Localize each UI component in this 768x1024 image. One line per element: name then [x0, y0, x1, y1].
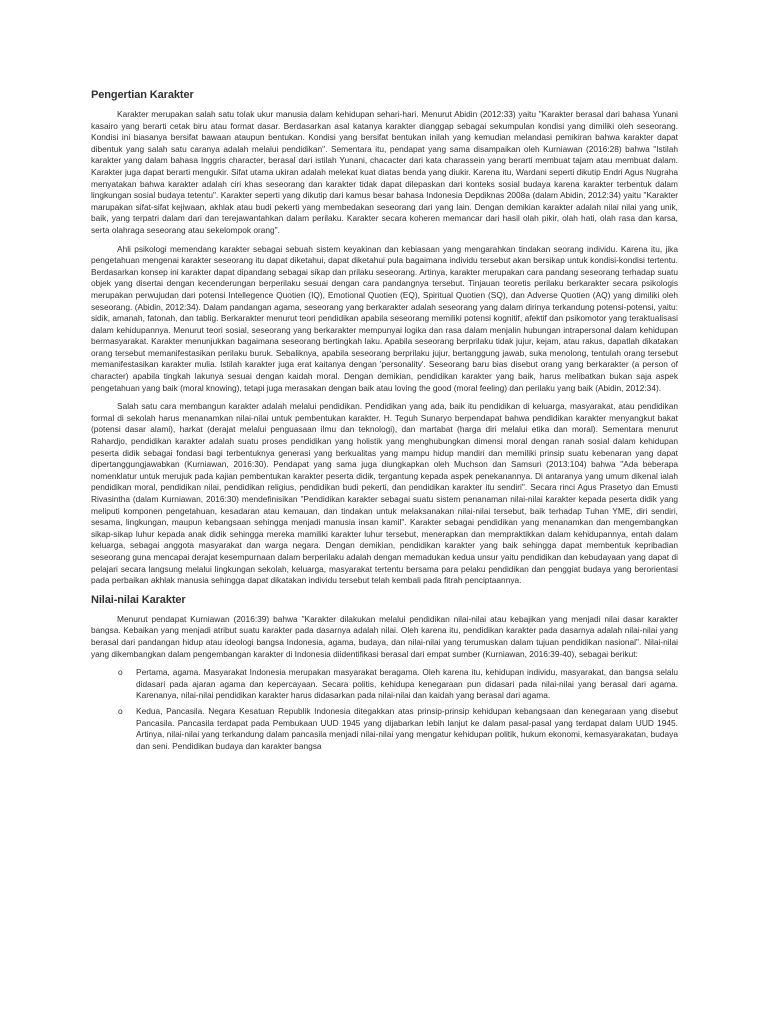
paragraph: Salah satu cara membangun karakter adalah melalui pendidikan. Pendidikan yang ada, baik itu pendidikan di keluarga, masyarakat, atau pendidikan formal di sekolah harus menanamkan nilai-nilai untuk pembentukan karakter. H. Teguh Sunaryo berpendapat bahwa pendidikan karakter menyangkut bakat (potensi dasar alami), harkat (derajat melalui penguasaan ilmu dan teknologi), dan martabat (harga diri melalui etika dan moral). Sementara menurut Rahardjo, pendidikan karakter adalah suatu proses pendidikan yang holistik yang menghubungkan dimensi moral dengan ranah sosial dalam kehidupan peserta didik sebagai fondasi bagi terbentuknya generasi yang berkualitas yang mampu hidup mandiri dan memiliki prinsip suatu kebenaran yang dapat dipertanggungjawabkan (Kurniawan, 2016:30). Pendapat yang sama juga diungkapkan oleh Muchson dan Samsuri (2013:104) bahwa "Ada beberapa nomenklatur untuk merujuk pada kajian pembentukan karakter peserta didik, tergantung kepada aspek penekanannya. Di antaranya yang umum dikenal ialah pendidikan moral, pendidikan nilai, pendidikan religius, pendidikan budi pekerti, dan pendidikan karakter itu sendiri". Secara rinci Agus Prasetyo dan Emusti Rivasintha (dalam Kurniawan, 2016:30) mendefinisikan "Pendidikan karakter sebagai suatu sistem penanaman nilai-nilai karakter kepada peserta didik yang meliputi komponen pengetahuan, kesadaran atau kemauan, dan tindakan untuk melaksanakan nilai-nilai tersebut, baik terhadap Tuhan YME, diri sendiri, sesama, lingkungan, maupun kebangsaan sehingga menjadi manusia insan kamil". Karakter sebagai pendidikan yang menanamkan dan mengembangkan sikap-sikap luhur kepada anak didik sehingga mereka mamiliki karakter luhur tersebut, menerapkan dan mempraktikkan dalam kehidupannya, entah dalam keluarga, sebagai anggota masyarakat dan warga negara. Dengan demikian, pendidikan karakter yang baik sehingga dapat membentuk kepribadian seseorang guna mencapai derajat kesempurnaan dalam berperilaku adalah dengan memadukan kedua unsur yaitu pendidikan dan kebudayaan yang dapat di pelajari secara langsung melalui lingkungan sekolah, keluarga, masyarakat tertentu bersama para pelaku pendidikan dan penggiat budaya yang berorientasi pada perbaikan akhlak manusia sehingga dapat dikatakan individu tersebut telah kembali pada fitrah penciptaannya. [91, 401, 678, 586]
bullet-marker: o [118, 705, 123, 716]
list-item-text: Pertama, agama. Masyarakat Indonesia merupakan masyarakat beragama. Oleh karena itu, kehidupan individu, masyarakat, dan bangsa selalu didasari pada ajaran agama dan kepercayaan. Secara politis, kehidupa kenegaraan pun didasari pada nilai-nilai yang berasal dari agama. Karenanya, nilai-nilai pendidikan karakter harus didasarkan pada nilai-nilai dan kaidah yang berasal dari agama. [136, 667, 678, 701]
bullet-list [91, 667, 678, 752]
list-item-text: Kedua, Pancasila. Negara Kesatuan Republik Indonesia ditegakkan atas prinsip-prinsip kehidupan kebangsaan dan kenegaraan yang disebut Pancasila. Pancasila terdapat pada Pembukaan UUD 1945 yang dijabarkan lebih lanjut ke dalam pasal-pasal yang terdapat dalam UUD 1945. Artinya, nilai-nilai yang terkandung dalam pancasila menjadi nilai-nilai yang mengatur kehidupan politik, hukum ekonomi, kemasyarakatan, budaya dan seni. Pendidikan budaya dan karakter bangsa [136, 705, 678, 751]
document-content [91, 89, 678, 756]
bullet-marker: o [118, 667, 123, 678]
section-heading-pengertian-karakter: Pengertian Karakter [91, 89, 194, 101]
section-heading-nilai-nilai-karakter: Nilai-nilai Karakter [91, 593, 186, 606]
paragraph: Menurut pendapat Kurniawan (2016:39) bahwa "Karakter dilakukan melalui pendidikan nilai-nilai atau kebajikan yang menjadi nilai dasar karakter bangsa. Kebaikan yang menjadi atribut suatu karakter pada dasarnya adalah nilai. Oleh karena itu, pendidikan karakter pada dasarnya adalah nilai-nilai yang berasal dari pandangan hidup atau ideologi bangsa Indonesia, agama, budaya, dan nilai-nilai yang terumuskan dalam tujuan pendidikan nasional". Nilai-nilai yang dikembangkan dalam pengembangan karakter di Indonesia diidentifikasi berasal dari empat sumber (Kurniawan, 2016:39-40), sebagai berikut: [91, 613, 678, 659]
paragraph: Karakter merupakan salah satu tolak ukur manusia dalam kehidupan sehari-hari. Menurut Abidin (2012:33) yaitu "Karakter berasal dari bahasa Yunani kasairo yang berarti cetak biru atau format dasar. Berdasarkan asal katanya karakter dianggap sebagai sekumpulan kondisi yang dimiliki oleh seseorang. Kondisi ini biasanya bersifat bawaan ataupun bentukan. Kondisi yang bersifat bentukan inilah yang kemudian melandasi pemikiran bahwa karakter dapat dibentuk yang salah satu caranya adalah melalui pendidikan". Sementara itu, pendapat yang sama disampaikan oleh Kurniawan (2016:28) bahwa "Istilah karakter yang dalam bahasa Inggris character, berasal dari istilah Yunani, chacacter dari kata charassein yang berarti membuat tajam atau membuat dalam. Karakter juga dapat berarti mengukir. Sifat utama ukiran adalah melekat kuat diatas benda yang diukir. Karena itu, Wardani seperti dikutip Endri Agus Nugraha menyatakan bahwa karakter adalah ciri khas seseorang dan karakter tidak dapat dilepaskan dari konteks sosial budaya karena karakter terbentuk dalam lingkungan sosial budaya tetentu". Karakter seperti yang dikutip dari kamus besar bahasa Indonesia Depdiknas 2008a (dalam Abidin, 2012:34) yaitu "Karakter marupakan sifat-sifat kejiwaan, akhlak atau budi pekerti yang membedakan seseorang dari yang lain. Dengan demikian karakter adalah nilai nilai yang unik, baik, yang terpatri dalam dari dan terejawantahkan dalam perilaku. Karakter secara koheren memancar dari hasil olah pikir, olah hati, olah rasa dan karsa, serta olahraga seseorang atau sekelompok orang". [91, 109, 678, 235]
list-item [91, 667, 678, 702]
paragraph: Ahli psikologi memendang karakter sebagai sebuah sistem keyakinan dan kebiasaan yang mengarahkan tindakan seorang individu. Karena itu, jika pengetahuan mengenai karakter seseorang itu dapat diketahui, dapat diketahui pula bagaimana individu tersebut akan bersikap untuk kondisi-kondisi tertentu. Berdasarkan konsep ini karakter dapat dipandang sebagai sikap dan prilaku seseorang. Artinya, karakter merupakan cara pandang seseorang terhadap suatu objek yang disertai dengan kecenderungan berperilaku sesuai dengan cara pandangnya tersebut. Tinjauan teoretis perilaku berkarakter secara psikologis merupakan perwujudan dari potensi Intellegence Quotien (IQ), Emotional Quotien (EQ), Spiritual Quotien (SQ), dan Adverse Quotien (AQ) yang dimiliki oleh seseorang. (Abidin, 2012:34). Dalam pandangan agama, seseorang yang berkarakter adalah seseorang yang dalam dirinya terkandung potensi-potensi, yaitu: sidik, amanah, fatonah, dan tablig. Berkarakter menurut teori pendidikan apabila seseorang memiliki potensi kognitif, afektif dan psikomotor yang teraktualisasi dalam kehidupannya. Menurut teori sosial, seseorang yang berkarakter mempunyai logika dan rasa dalam menjalin hubungan intrapersonal dalam kehidupan bermasyarakat. Karakter menunjukkan bagaimana seseorang bertingkah laku. Apabila seseorang berprilaku tidak jujur, kejam, atau rakus, dapatlah dikatakan orang tersebut memanifestasikan perilaku buruk. Sebaliknya, apabila seseorang berprilaku jujur, bertanggung jawab, suka menolong, tentulah orang tersebut memanifestasikan karakter mulia. Istilah karakter juga erat kaitanya dengan 'personality'. Seseorang baru bias disebut orang yang berkarakter (a person of character) apabila tingkah lakunya sesuai dengan kaidah moral. Dengan demikian, pendidikan karakter yang baik, harus melibatkan bukan saja aspek pengetahuan yang baik (moral knowing), tetapi juga merasakan dengan baik atau loving the good (moral feeling) dan perilaku yang baik (Abidin, 2012:34). [91, 243, 678, 393]
list-item [91, 706, 678, 752]
